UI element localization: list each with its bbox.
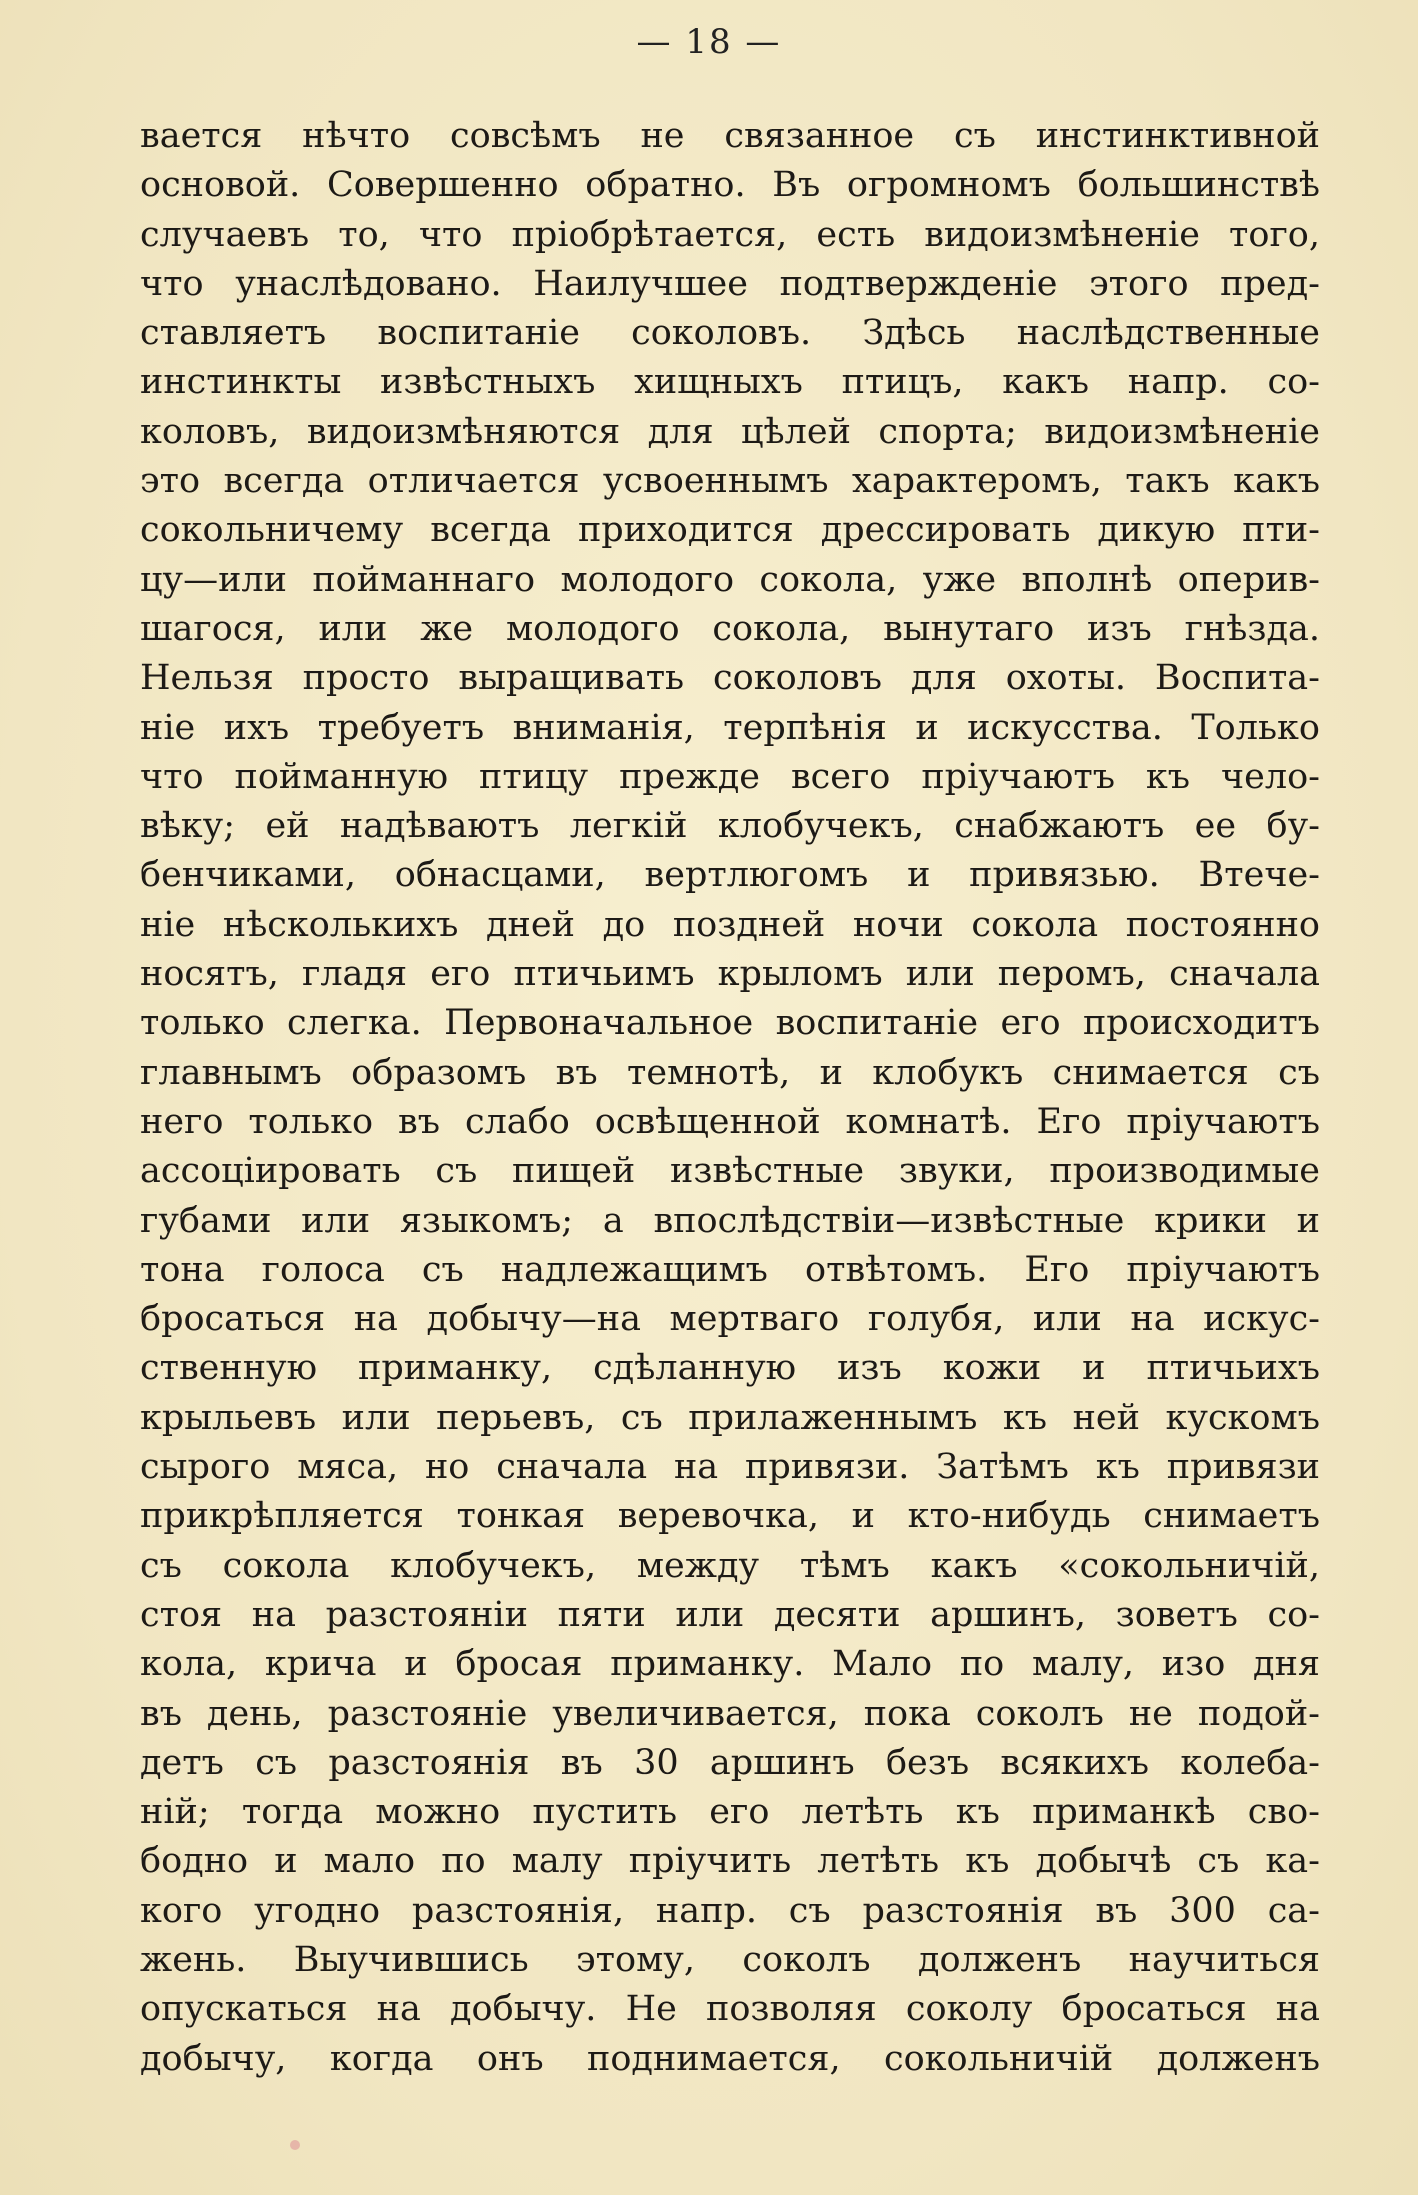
text-line: бодно и мало по малу пріучить летѣть къ добычѣ съ ка- — [140, 1841, 1320, 1882]
text-line: цу—или пойманнаго молодого сокола, уже вполнѣ оперив- — [140, 559, 1320, 600]
text-line: жень. Выучившись этому, соколъ долженъ научиться — [140, 1939, 1320, 1980]
text-line: случаевъ то, что пріобрѣтается, есть видоизмѣненіе того, — [140, 214, 1320, 255]
text-line: кого угодно разстоянія, напр. съ разстоянія въ 300 са- — [140, 1890, 1320, 1931]
text-line: сокольничему всегда приходится дрессировать дикую пти- — [140, 510, 1320, 551]
text-line: ній; тогда можно пустить его летѣть къ приманкѣ сво- — [140, 1792, 1320, 1833]
body-text — [140, 112, 1320, 2084]
text-line: опускаться на добычу. Не позволяя соколу бросаться на — [140, 1989, 1320, 2030]
text-line: губами или языкомъ; а впослѣдствіи—извѣстные крики и — [140, 1200, 1320, 1241]
text-line: вѣку; ей надѣваютъ легкій клобучекъ, снабжаютъ ее бу- — [140, 806, 1320, 847]
text-line: что пойманную птицу прежде всего пріучаютъ къ чело- — [140, 756, 1320, 797]
text-line: бенчиками, обнасцами, вертлюгомъ и привязью. Втече- — [140, 855, 1320, 896]
text-line: что унаслѣдовано. Наилучшее подтвержденіе этого пред- — [140, 263, 1320, 304]
text-line: добычу, когда онъ поднимается, сокольничій долженъ — [140, 2038, 1320, 2079]
text-line: крыльевъ или перьевъ, съ прилаженнымъ къ ней кускомъ — [140, 1397, 1320, 1438]
text-line: детъ съ разстоянія въ 30 аршинъ безъ всякихъ колеба- — [140, 1742, 1320, 1783]
text-line: носятъ, гладя его птичьимъ крыломъ или перомъ, сначала — [140, 954, 1320, 995]
text-line: ставляетъ воспитаніе соколовъ. Здѣсь наслѣдственные — [140, 313, 1320, 354]
text-line: главнымъ образомъ въ темнотѣ, и клобукъ снимается съ — [140, 1052, 1320, 1093]
text-line: тона голоса съ надлежащимъ отвѣтомъ. Его пріучаютъ — [140, 1249, 1320, 1290]
text-line: прикрѣпляется тонкая веревочка, и кто-нибудь снимаетъ — [140, 1496, 1320, 1537]
text-line: ніе ихъ требуетъ вниманія, терпѣнія и искусства. Только — [140, 707, 1320, 748]
page-number: — 18 — — [636, 22, 782, 62]
text-line: съ сокола клобучекъ, между тѣмъ какъ «сокольничій, — [140, 1545, 1320, 1586]
text-line: только слегка. Первоначальное воспитаніе его происходитъ — [140, 1003, 1320, 1044]
text-line: основой. Совершенно обратно. Въ огромномъ большинствѣ — [140, 165, 1320, 206]
text-line: это всегда отличается усвоеннымъ характеромъ, такъ какъ — [140, 461, 1320, 502]
text-line: шагося, или же молодого сокола, вынутаго изъ гнѣзда. — [140, 608, 1320, 649]
text-line: ассоціировать съ пищей извѣстные звуки, производимые — [140, 1151, 1320, 1192]
text-line: кола, крича и бросая приманку. Мало по малу, изо дня — [140, 1644, 1320, 1685]
text-line: сырого мяса, но сначала на привязи. Затѣмъ къ привязи — [140, 1447, 1320, 1488]
paper-speck — [290, 2140, 300, 2150]
text-line: Нельзя просто выращивать соколовъ для охоты. Воспита- — [140, 658, 1320, 699]
text-line: вается нѣчто совсѣмъ не связанное съ инстинктивной — [140, 116, 1320, 156]
text-line: стоя на разстояніи пяти или десяти аршинъ, зоветъ со- — [140, 1594, 1320, 1635]
text-line: бросаться на добычу—на мертваго голубя, или на искус- — [140, 1299, 1320, 1340]
text-line: ніе нѣсколькихъ дней до поздней ночи сокола постоянно — [140, 904, 1320, 945]
text-line: коловъ, видоизмѣняются для цѣлей спорта; видоизмѣненіе — [140, 411, 1320, 452]
text-line: въ день, разстояніе увеличивается, пока соколъ не подой- — [140, 1693, 1320, 1734]
text-line: инстинкты извѣстныхъ хищныхъ птицъ, какъ напр. со- — [140, 362, 1320, 403]
text-line: него только въ слабо освѣщенной комнатѣ. Его пріучаютъ — [140, 1101, 1320, 1142]
text-line: ственную приманку, сдѣланную изъ кожи и птичьихъ — [140, 1348, 1320, 1389]
